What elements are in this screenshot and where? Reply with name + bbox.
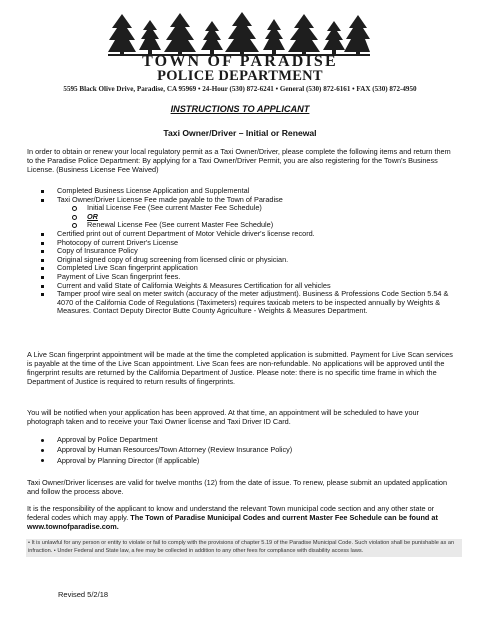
department-name: POLICE DEPARTMENT (157, 68, 323, 84)
list-item: Original signed copy of drug screening from licensed clinic or physician. (27, 256, 455, 265)
list-item: Certified print out of current Department of Motor Vehicle driver's license record. (27, 230, 455, 239)
list-item: Taxi Owner/Driver License Fee made payable to the Town of Paradise (27, 196, 455, 205)
municipal-code-link-text: The Town of Paradise Municipal Codes and current Master Fee Schedule can be found at www.townofparadise.com. (27, 513, 438, 531)
list-item: Copy of Insurance Policy (27, 247, 455, 256)
approvals-list (27, 435, 455, 466)
list-item: Photocopy of current Driver's License (27, 239, 455, 248)
list-item: Current and valid State of California Weights & Measures Certification for all vehicles (27, 282, 455, 291)
validity-paragraph: Taxi Owner/Driver licenses are valid for twelve months (12) from the date of issue. To renew, please submit an updated application and follow the process above. (27, 478, 448, 496)
list-item: Completed Live Scan fingerprint application (27, 264, 455, 273)
page-subtitle: Taxi Owner/Driver – Initial or Renewal (163, 128, 317, 138)
list-item: Renewal License Fee (See current Master Fee Schedule) (27, 221, 455, 230)
responsibility-text: It is the responsibility of the applicant to know and understand the relevant Town municipal code section and any other state or federal codes which may apply. (27, 504, 435, 522)
list-item: Approval by Human Resources/Town Attorney (Review Insurance Policy) (27, 445, 455, 455)
revision-date: Revised 5/2/18 (58, 590, 109, 599)
list-item: Payment of Live Scan fingerprint fees. (27, 273, 455, 282)
responsibility-paragraph (27, 504, 455, 531)
livescan-paragraph: A Live Scan fingerprint appointment will be made at the time the completed application is submitted. Payment for Live Scan services is payable at the time of the Live Scan appointment. Live Scan fees are non-refundable. No applications will be approved until the fingerprint results are returned by the California Department of Justice. Please note: there is no specific time frame in which the Department of Justice is required to return results of fingerprints. (27, 350, 453, 386)
department-address: 5595 Black Olive Drive, Paradise, CA 95969 • 24-Hour (530) 872-6241 • General (530) 872-6161 • FAX (530) 872-4950 (63, 85, 417, 93)
legal-notice: • It is unlawful for any person or entity to violate or fail to comply with the provisions of chapter 5.19 of the Paradise Municipal Code. Such violation shall be punishable as an infraction. • Under Federal and State law, a fee may be collected in addition to any other fees for compliance with disability access laws. (26, 539, 462, 557)
notification-paragraph: You will be notified when your application has been approved. At that time, an appointment will be scheduled to have your photograph taken and to receive your Taxi Owner license and Taxi Driver ID Card. (27, 408, 419, 426)
list-item: Initial License Fee (See current Master Fee Schedule) (27, 204, 455, 213)
pine-trees-logo-icon (108, 12, 370, 56)
requirements-checklist (27, 187, 455, 316)
page-title: INSTRUCTIONS TO APPLICANT (170, 104, 310, 114)
list-item: OR (27, 213, 455, 222)
list-item: Tamper proof wire seal on meter switch (accuracy of the meter adjustment). Business & Professions Code Section 5.54 & 4070 of the California Code of Regulations (Taximeters) requires taxicab meters to be inspected annually by Weights & Measures. Contact Deputy Director Butte County Agriculture - Weights & Measures Department. (27, 290, 455, 316)
town-name: TOWN OF PARADISE (142, 53, 338, 70)
intro-paragraph: In order to obtain or renew your local regulatory permit as a Taxi Owner/Driver, please complete the following items and return them to the Paradise Police Department: By applying for a Taxi Owner/Driver Permit, you are also registering for the Town's Business License. (Business License Fee Waived) (27, 147, 451, 174)
list-item: Completed Business License Application and Supplemental (27, 187, 455, 196)
list-item: Approval by Police Department (27, 435, 455, 445)
list-item: Approval by Planning Director (If applicable) (27, 456, 455, 466)
